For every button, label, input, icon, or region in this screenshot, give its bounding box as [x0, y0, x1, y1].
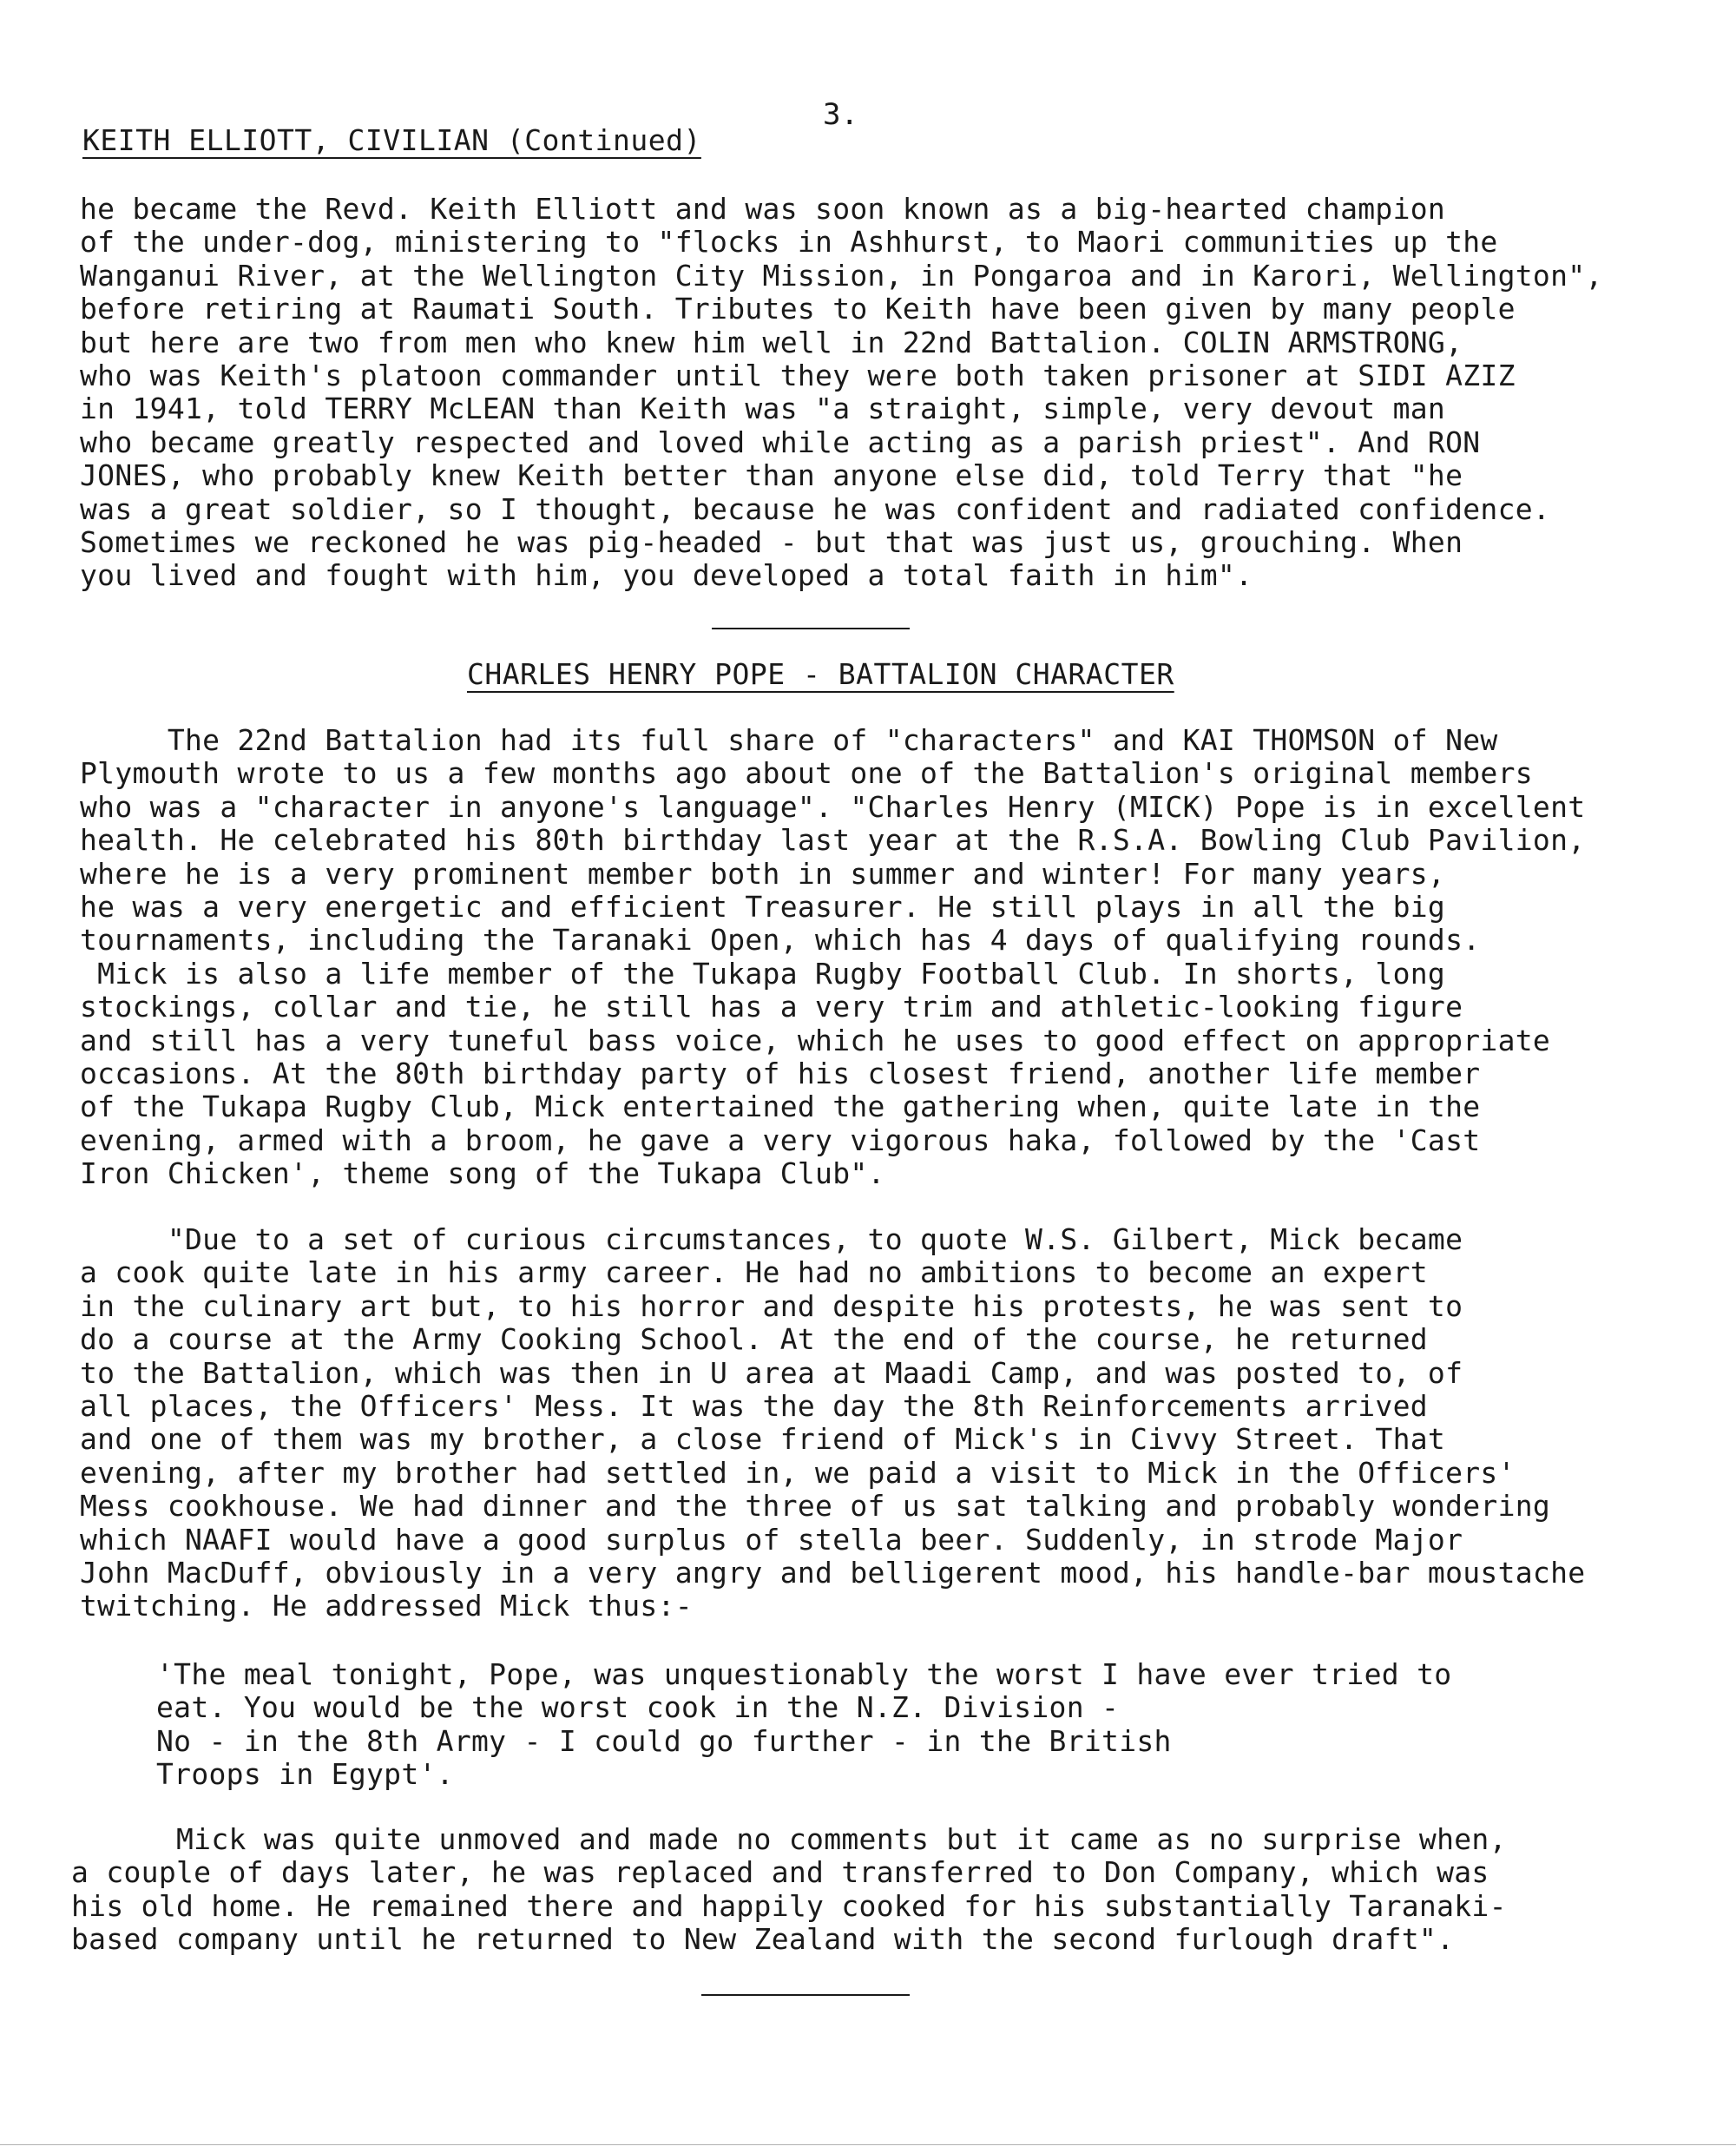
page-bottom-edge — [0, 2144, 1736, 2145]
text-line: but here are two from men who knew him well in 22nd Battalion. COLIN ARMSTRONG, — [80, 325, 1463, 359]
section-divider — [712, 628, 910, 629]
text-line: all places, the Officers' Mess. It was the day the 8th Reinforcements arrived — [80, 1388, 1428, 1423]
text-line: evening, after my brother had settled in, we paid a visit to Mick in the Officers' — [80, 1455, 1516, 1490]
quote-line: Troops in Egypt'. — [156, 1757, 454, 1792]
text-line: based company until he returned to New Zealand with the second furlough draft". — [71, 1922, 1455, 1957]
text-line: in the culinary art but, to his horror and despite his protests, he was sent to — [80, 1288, 1463, 1323]
text-line: where he is a very prominent member both in summer and winter! For many years, — [80, 856, 1446, 891]
pope-paragraph-2 — [80, 1223, 1585, 1623]
text-line: a cook quite late in his army career. He had no ambitions to become an expert — [80, 1255, 1428, 1290]
pope-paragraph-3 — [71, 1823, 1507, 1957]
text-line: was a great soldier, so I thought, because he was confident and radiated confidence. — [80, 491, 1551, 526]
text-line: health. He celebrated his 80th birthday last year at the R.S.A. Bowling Club Pavilion, — [80, 823, 1586, 858]
text-line: Wanganui River, at the Wellington City Mission, in Pongaroa and in Karori, Wellington", — [80, 258, 1603, 293]
text-line: to the Battalion, which was then in U area at Maadi Camp, and was posted to, of — [80, 1355, 1463, 1390]
section-heading-charles-pope: CHARLES HENRY POPE - BATTALION CHARACTER — [467, 657, 1174, 691]
text-line: a couple of days later, he was replaced and transferred to Don Company, which was — [71, 1855, 1489, 1890]
text-line: and still has a very tuneful bass voice, which he uses to good effect on appropriate — [80, 1023, 1551, 1057]
text-line: evening, armed with a broom, he gave a very vigorous haka, followed by the 'Cast — [80, 1123, 1481, 1157]
pope-paragraph-1 — [80, 724, 1585, 1190]
text-line: tournaments, including the Taranaki Open, which has 4 days of qualifying rounds. — [80, 923, 1481, 958]
text-line: Plymouth wrote to us a few months ago about one of the Battalion's original members — [80, 756, 1533, 791]
text-line: Mess cookhouse. We had dinner and the three of us sat talking and probably wondering — [80, 1489, 1551, 1524]
keith-elliott-paragraph — [80, 193, 1603, 593]
text-line: of the under-dog, ministering to "flocks in Ashhurst, to Maori communities up the — [80, 225, 1498, 260]
text-line: who was a "character in anyone's language". "Charles Henry (MICK) Pope is in excellent — [80, 789, 1586, 824]
quote-line: eat. You would be the worst cook in the N.Z. Division - — [156, 1690, 1120, 1725]
page-number: 3. — [823, 97, 858, 132]
text-line: do a course at the Army Cooking School. At the end of the course, he returned — [80, 1322, 1428, 1357]
section-heading-keith-elliott: KEITH ELLIOTT, CIVILIAN (Continued) — [82, 123, 701, 157]
major-macduff-quote — [156, 1658, 1451, 1792]
section-divider — [701, 1994, 910, 1996]
text-line: John MacDuff, obviously in a very angry and belligerent mood, his handle-bar moustache — [80, 1555, 1586, 1590]
text-line: you lived and fought with him, you developed a total faith in him". — [80, 558, 1253, 593]
text-line: who became greatly respected and loved while acting as a parish priest". And RON — [80, 425, 1481, 459]
text-line: who was Keith's platoon commander until they were both taken prisoner at SIDI AZIZ — [80, 358, 1516, 392]
quote-line: 'The meal tonight, Pope, was unquestionably the worst I have ever tried to — [156, 1657, 1452, 1691]
text-line: occasions. At the 80th birthday party of his closest friend, another life member — [80, 1056, 1481, 1090]
text-line: in 1941, told TERRY McLEAN than Keith was "a straight, simple, very devout man — [80, 392, 1446, 426]
text-line: his old home. He remained there and happily cooked for his substantially Taranaki- — [71, 1888, 1507, 1923]
text-line: twitching. He addressed Mick thus:- — [80, 1589, 693, 1623]
text-line: of the Tukapa Rugby Club, Mick entertained the gathering when, quite late in the — [80, 1090, 1481, 1124]
text-line: "Due to a set of curious circumstances, to quote W.S. Gilbert, Mick became — [80, 1222, 1463, 1256]
text-line: stockings, collar and tie, he still has a very trim and athletic-looking figure — [80, 990, 1463, 1024]
text-line: Sometimes we reckoned he was pig-headed - but that was just us, grouching. When — [80, 524, 1463, 559]
text-line: Iron Chicken', theme song of the Tukapa Club". — [80, 1156, 885, 1191]
text-line: The 22nd Battalion had its full share of "characters" and KAI THOMSON of New — [80, 723, 1498, 757]
text-line: Mick is also a life member of the Tukapa Rugby Football Club. In shorts, long — [80, 956, 1446, 991]
text-line: he was a very energetic and efficient Treasurer. He still plays in all the big — [80, 889, 1446, 924]
text-line: JONES, who probably knew Keith better than anyone else did, told Terry that "he — [80, 458, 1463, 493]
text-line: which NAAFI would have a good surplus of stella beer. Suddenly, in strode Major — [80, 1522, 1463, 1557]
text-line: he became the Revd. Keith Elliott and was soon known as a big-hearted champion — [80, 192, 1446, 226]
text-line: Mick was quite unmoved and made no comments but it came as no surprise when, — [71, 1822, 1507, 1856]
text-line: and one of them was my brother, a close friend of Mick's in Civvy Street. That — [80, 1422, 1446, 1457]
text-line: before retiring at Raumati South. Tributes to Keith have been given by many people — [80, 292, 1516, 326]
quote-line: No - in the 8th Army - I could go further - in the British — [156, 1723, 1172, 1758]
